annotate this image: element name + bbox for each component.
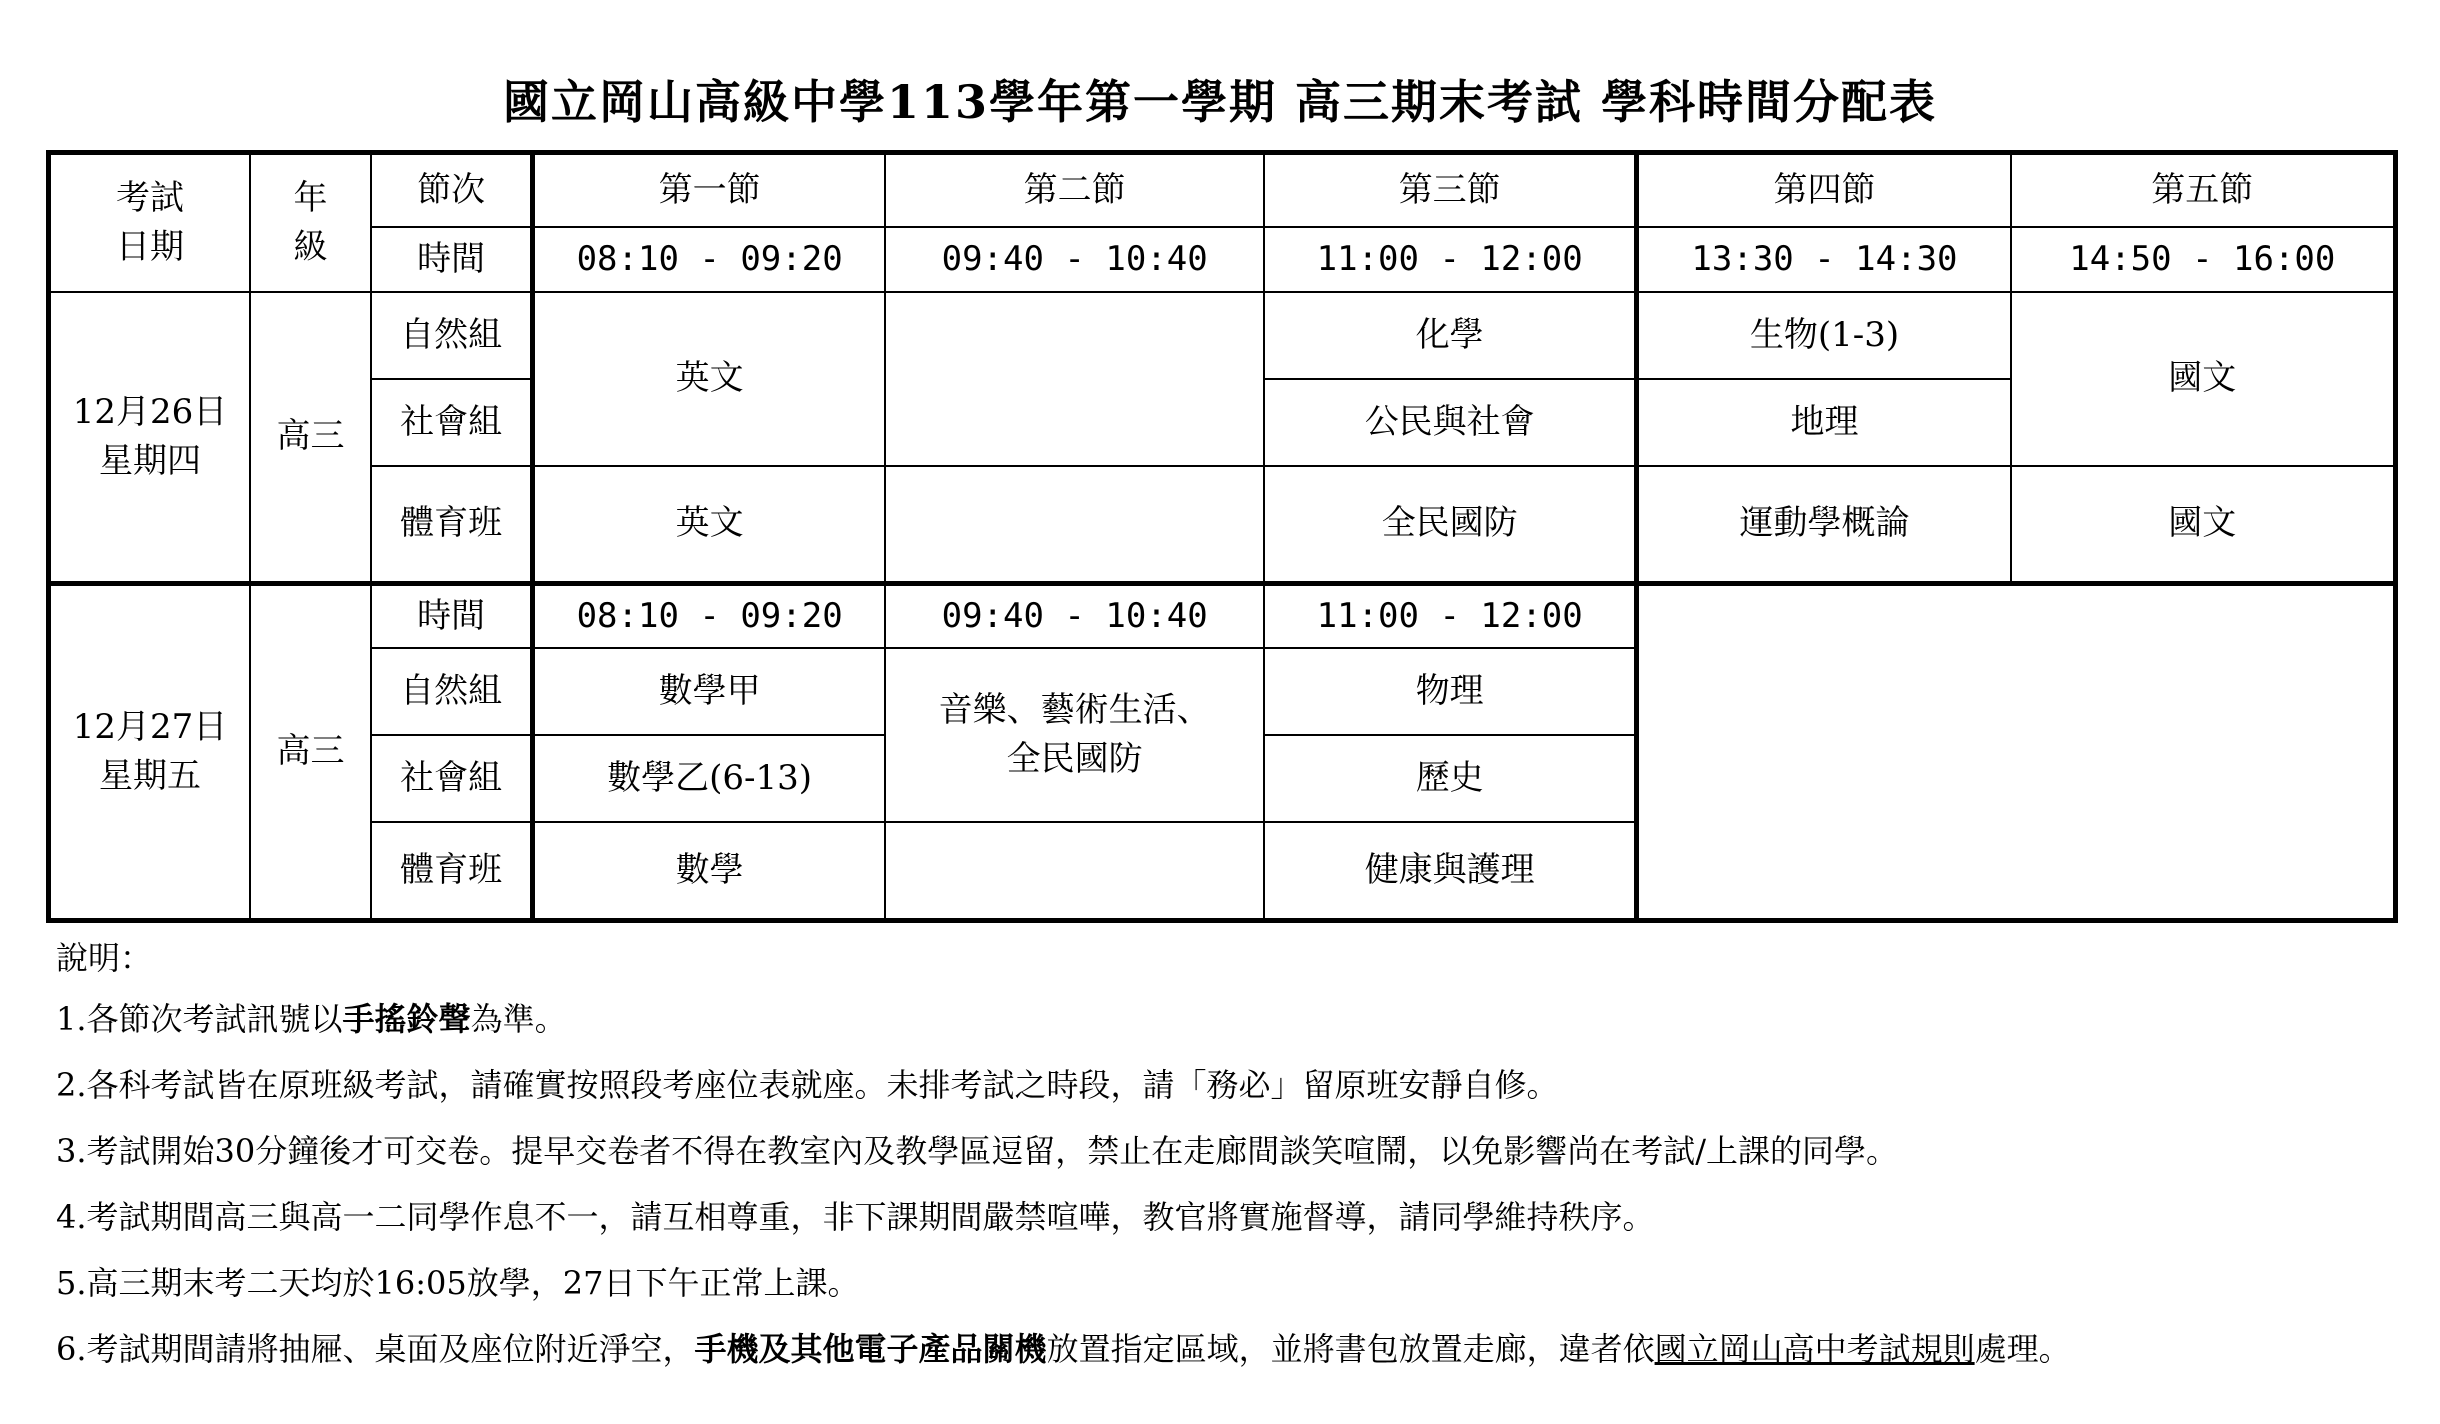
note-1-a: 1.各節次考試訊號以: [56, 1000, 343, 1038]
time-period-3: 11:00 - 12:00: [1264, 227, 1637, 292]
header-period-1: 第一節: [533, 153, 886, 228]
header-period-2: 第二節: [885, 153, 1264, 228]
day2-pe-p1: 數學: [533, 822, 886, 920]
page-title: 國立岡山高級中學113學年第一學期 高三期末考試 學科時間分配表: [502, 75, 1938, 129]
day1-p2-empty: [885, 292, 1264, 466]
day1-pe-p5: 國文: [2011, 466, 2396, 583]
day1-pe-p2-empty: [885, 466, 1264, 583]
day2-group-pe: 體育班: [371, 822, 532, 920]
header-exam-date: 考試 日期: [49, 153, 250, 293]
day1-pe-p4: 運動學概論: [1637, 466, 2011, 583]
day1-group-natural: 自然組: [371, 292, 532, 379]
day2-pe-p2-empty: [885, 822, 1264, 920]
header-time: 時間: [371, 227, 532, 292]
note-1: [56, 986, 2071, 1052]
header-grade: 年 級: [250, 153, 371, 293]
day1-pe-p3: 全民國防: [1264, 466, 1637, 583]
header-period-4: 第四節: [1637, 153, 2011, 228]
day2-grade: 高三: [250, 584, 371, 921]
day2-p2-arts: 音樂、藝術生活、 全民國防: [885, 648, 1264, 822]
note-4: 4.考試期間高三與高一二同學作息不一，請互相尊重，非下課期間嚴禁喧嘩，教官將實施督導，請同學維持秩序。: [56, 1198, 1655, 1236]
note-1-c: 為準。: [470, 1000, 567, 1038]
notes-section: [56, 930, 2071, 1382]
note-1-bold: 手搖鈴聲: [342, 1000, 471, 1038]
day1-grade: 高三: [250, 292, 371, 583]
note-3: 3.考試開始30分鐘後才可交卷。提早交卷者不得在教室內及教學區逗留，禁止在走廊間談笑喧鬧，以免影響尚在考試/上課的同學。: [56, 1132, 1899, 1170]
note-5: 5.高三期末考二天均於16:05放學，27日下午正常上課。: [56, 1264, 860, 1302]
day2-p3-physics: 物理: [1264, 648, 1637, 735]
time-period-4: 13:30 - 14:30: [1637, 227, 2011, 292]
day1-p3-civics: 公民與社會: [1264, 379, 1637, 466]
time-period-5: 14:50 - 16:00: [2011, 227, 2396, 292]
day2-p3-history: 歷史: [1264, 735, 1637, 822]
time-period-1: 08:10 - 09:20: [533, 227, 886, 292]
day2-blank-area: [1637, 584, 2396, 921]
notes-heading: 說明：: [56, 939, 153, 977]
note-6-underline: 國立岡山高中考試規則: [1654, 1330, 1975, 1368]
header-period-5: 第五節: [2011, 153, 2396, 228]
day2-time-3: 11:00 - 12:00: [1264, 584, 1637, 649]
note-6-c: 放置指定區域，並將書包放置走廊，違者依: [1046, 1330, 1655, 1368]
day1-p3-chemistry: 化學: [1264, 292, 1637, 379]
day2-time-1: 08:10 - 09:20: [533, 584, 886, 649]
day1-p4-geography: 地理: [1637, 379, 2011, 466]
note-6-a: 6.考試期間請將抽屜、桌面及座位附近淨空，: [56, 1330, 695, 1368]
day2-time-2: 09:40 - 10:40: [885, 584, 1264, 649]
day1-p4-biology: 生物(1-3): [1637, 292, 2011, 379]
day2-group-natural: 自然組: [371, 648, 532, 735]
day2-p1-math-a: 數學甲: [533, 648, 886, 735]
time-period-2: 09:40 - 10:40: [885, 227, 1264, 292]
day2-group-social: 社會組: [371, 735, 532, 822]
day1-date: 12月26日 星期四: [49, 292, 250, 583]
schedule-table: [46, 150, 2398, 923]
day1-pe-p1: 英文: [533, 466, 886, 583]
note-6: [56, 1316, 2071, 1382]
day2-time-label: 時間: [371, 584, 532, 649]
day1-p1-english: 英文: [533, 292, 886, 466]
note-6-e: 處理。: [1974, 1330, 2071, 1368]
note-6-bold: 手機及其他電子產品關機: [694, 1330, 1047, 1368]
day1-group-pe: 體育班: [371, 466, 532, 583]
header-period: 節次: [371, 153, 532, 228]
header-period-3: 第三節: [1264, 153, 1637, 228]
day2-pe-p3: 健康與護理: [1264, 822, 1637, 920]
note-2: 2.各科考試皆在原班級考試，請確實按照段考座位表就座。未排考試之時段，請「務必」留原班安靜自修。: [56, 1066, 1559, 1104]
day2-date: 12月27日 星期五: [49, 584, 250, 921]
day2-p1-math-b: 數學乙(6-13): [533, 735, 886, 822]
day1-p5-chinese: 國文: [2011, 292, 2396, 466]
day1-group-social: 社會組: [371, 379, 532, 466]
